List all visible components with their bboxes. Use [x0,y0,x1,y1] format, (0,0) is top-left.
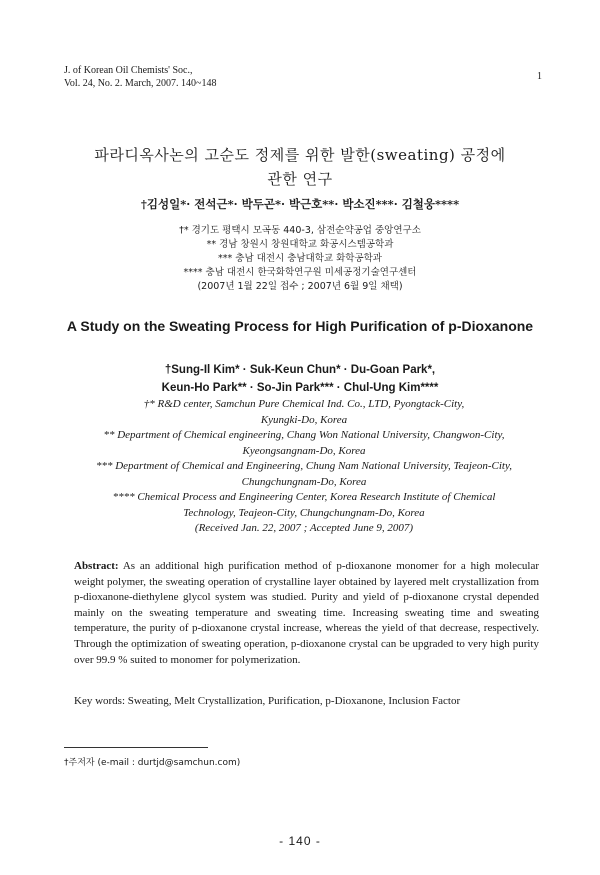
korean-affiliation: *** 충남 대전시 충남대학교 화학공학과 [218,253,382,264]
korean-title [60,143,540,191]
korean-affiliation: ** 경남 창원시 창원대학교 화공시스템공학과 [206,239,394,250]
korean-authors: †김성일*· 전석근*· 박두곤*· 박근호**· 박소진***· 김철웅**** [140,197,460,211]
english-received-date: (Received Jan. 22, 2007 ; Accepted June 9, 2007) [194,522,414,534]
english-affiliations [64,397,544,537]
page-number-bottom: - 140 - [279,834,321,848]
abstract [74,559,539,668]
page-number-top: 1 [537,71,542,82]
footnote: †주저자 (e-mail : durtjd@samchun.com) [64,758,241,768]
footnote-rule [64,747,208,748]
korean-title-line: 파라디옥사논의 고순도 정제를 위한 발한(sweating) 공정에 [94,146,506,164]
english-affiliation: ** Department of Chemical engineering, Chang Won National University, Changwon-City, [103,429,505,441]
english-affiliation: Chungchungnam-Do, Korea [241,475,367,488]
abstract-label: Abstract: [74,560,119,572]
english-affiliation: †* R&D center, Samchun Pure Chemical Ind. Co., LTD, Pyongtack-City, [143,398,465,410]
korean-title-line: 관한 연구 [267,170,333,188]
english-authors-line: †Sung-Il Kim* · Suk-Keun Chun* · Du-Goan Park*, [164,364,436,376]
english-authors-line: Keun-Ho Park** · So-Jin Park*** · Chul-Ung Kim**** [161,382,439,394]
english-affiliation: *** Department of Chemical and Engineering, Chung Nam National University, Teajeon-City, [95,460,513,472]
english-affiliation: Kyungki-Do, Korea [260,413,348,426]
journal-volume: Vol. 24, No. 2. March, 2007. 140~148 [64,78,217,89]
abstract-text: As an additional high purification method of p-dioxanone monomer for a high molecular weight polymer, the sweating operation of crystalline layer obtained by layered melt crystallization from p-dioxanone-diethylene glycol system was studied. Purity and yield of p-dioxanone crystal depended mainly on the sweating temperature and sweating time. Increasing sweating time and sweating temperature, the purity of p-dioxanone crystal increase, whereas the yield of that decrease, respectively. Through the optimization of sweating operation, p-dioxanone crystal can be upgraded to very high purity over 99.9 % suited to monomer for polymerization. [74,560,539,666]
korean-affiliations [60,224,540,294]
journal-name: J. of Korean Oil Chemists' Soc., [64,65,193,76]
english-affiliation: Kyeongsangnam-Do, Korea [242,444,366,457]
korean-received-date: (2007년 1월 22일 접수 ; 2007년 6월 9일 채택) [197,281,403,292]
english-affiliation: Technology, Teajeon-City, Chungchungnam-Do, Korea [183,506,425,519]
korean-affiliation: **** 충남 대전시 한국화학연구원 미세공정기술연구센터 [183,267,417,278]
journal-citation [64,64,216,90]
korean-affiliation: †* 경기도 평택시 모곡동 440-3, 삼전순약공업 중앙연구소 [179,225,421,236]
english-title: A Study on the Sweating Process for High Purification of p-Dioxanone [66,318,534,334]
english-authors [60,361,540,397]
keywords: Key words: Sweating, Melt Crystallization, Purification, p-Dioxanone, Inclusion Factor [74,695,461,707]
english-affiliation: **** Chemical Process and Engineering Center, Korea Research Institute of Chemical [112,491,496,503]
